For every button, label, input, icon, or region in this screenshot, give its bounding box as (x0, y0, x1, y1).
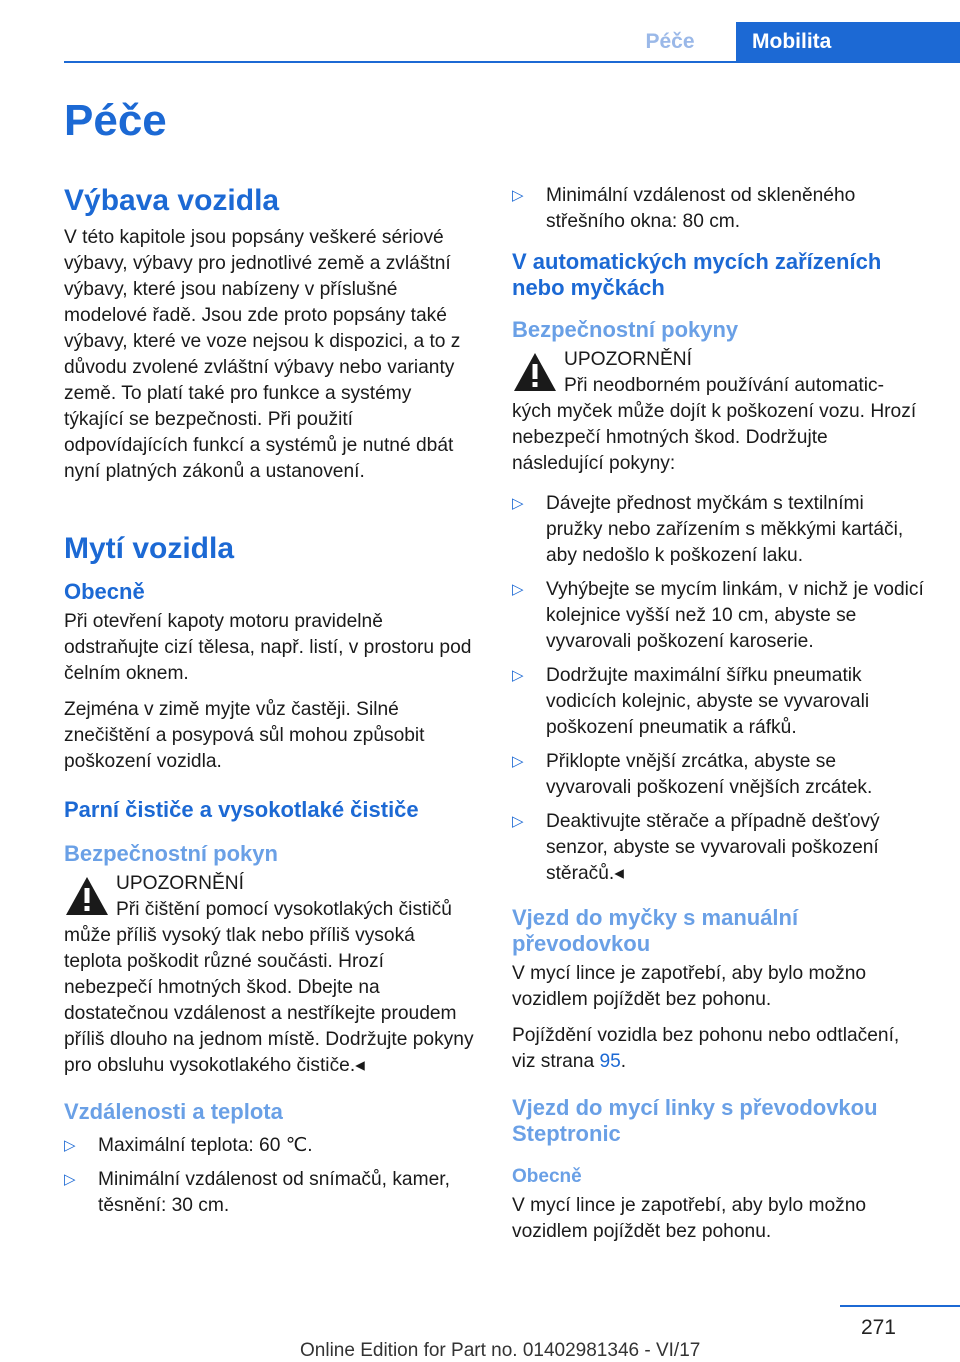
paragraph-obecne-2: Zejména v zimě myjte vůz častěji. Silné znečištění a posypová sůl mohou způsobit poškození vozidla. (64, 699, 425, 772)
header-divider (64, 61, 960, 63)
triangle-right-icon: ▷ (64, 1137, 76, 1154)
page-link-95[interactable]: 95 (599, 1051, 621, 1072)
heading-obecne: Obecně (64, 579, 145, 604)
warning-title: UPOZORNĚNÍ (564, 349, 692, 370)
warning-triangle-icon (512, 351, 558, 393)
paragraph-manualni-2: Pojíždění vozidla bez pohonu nebo odtlačení, viz strana 95. (512, 1025, 900, 1072)
warning-first-line: Při čištění pomocí vysokotlakých čističů (116, 899, 452, 920)
triangle-right-icon: ▷ (512, 813, 524, 830)
footer-divider (840, 1305, 960, 1307)
tab-pece[interactable]: Péče (645, 30, 695, 53)
triangle-right-icon: ▷ (512, 581, 524, 598)
triangle-right-icon: ▷ (512, 667, 524, 684)
page-title: Péče (64, 96, 167, 145)
heading-steptronic: Vjezd do mycí linky s převodovkou Steptronic (512, 1095, 878, 1146)
heading-vzdalenosti: Vzdálenosti a teplota (64, 1099, 283, 1124)
heading-bezpecnostni-pokyn: Bezpečnostní pokyn (64, 841, 278, 866)
list-item: ▷ Přiklopte vnější zrcátka, abyste se vyvarovali poškození vnějších zrcátek. (512, 751, 873, 798)
warning-title: UPOZORNĚNÍ (116, 873, 244, 894)
triangle-right-icon: ▷ (512, 753, 524, 770)
triangle-right-icon: ▷ (64, 1171, 76, 1188)
list-item: ▷ Minimální vzdálenost od snímačů, kamer, těsnění: 30 cm. (64, 1169, 450, 1216)
header-bar (0, 0, 960, 62)
paragraph-obecne-1: Při otevření kapoty motoru pravidelně odstraňujte cizí tělesa, např. listí, v prostoru pod čelním oknem. (64, 611, 472, 684)
warning-block (512, 347, 924, 477)
right-column (512, 183, 924, 1255)
warning-text: může příliš vysoký tlak nebo příliš vysoká teplota poškodit různé součásti. Hrozí nebezpečí hmotných škod. Dbejte na dostatečnou vzdálenost a nestříkejte proudem příliš dlouho na jednom místě. Dodržujte pokyny pro obsluhu vysokotlakého čističe.◂ (64, 925, 474, 1076)
paragraph-steptronic: V mycí lince je zapotřebí, aby bylo možno vozidlem pojíždět bez pohonu. (512, 1195, 867, 1242)
list-vzdalenosti (64, 1133, 476, 1219)
warning-first-line: Při neodborném používání automatic- (564, 375, 884, 396)
paragraph-manualni-1: V mycí lince je zapotřebí, aby bylo možno vozidlem pojíždět bez pohonu. (512, 963, 867, 1010)
triangle-right-icon: ▷ (512, 495, 524, 512)
list-item: ▷ Maximální teplota: 60 ℃. (64, 1133, 476, 1159)
heading-vybava: Výbava vozidla (64, 184, 280, 217)
heading-manualni: Vjezd do myčky s manuální převodovkou (512, 905, 799, 956)
heading-parni: Parní čističe a vysokotlaké čističe (64, 797, 419, 822)
footer-edition: Online Edition for Part no. 01402981346 - VI/17 (300, 1340, 701, 1361)
left-column (64, 183, 476, 1229)
tab-mobilita[interactable]: Mobilita (736, 22, 960, 62)
list-top (512, 183, 924, 235)
list-item: ▷ Vyhýbejte se mycím linkám, v nichž je vodicí kolejnice vyšší než 10 cm, abyste se vyvarovali poškození karoserie. (512, 579, 924, 652)
warning-block (64, 871, 476, 1079)
warning-text: kých myček může dojít k poškození vozu. Hrozí nebezpečí hmotných škod. Dodržujte následující pokyny: (512, 401, 917, 474)
list-item: ▷ Deaktivujte stěrače a případně dešťový senzor, abyste se vyvarovali poškození stěračů.◂ (512, 811, 880, 884)
list-item: ▷ Dodržujte maximální šířku pneumatik vodicích kolejnic, abyste se vyvarovali poškození pneumatik a ráfků. (512, 665, 870, 738)
list-item: ▷ Minimální vzdálenost od skleněného střešního okna: 80 cm. (512, 185, 856, 232)
page-number: 271 (860, 1316, 896, 1339)
paragraph-vybava: V této kapitole jsou popsány veškeré sériové výbavy, výbavy pro jednotlivé země a zvláštní výbavy, které jsou nabízeny v příslušné modelové řadě. Jsou zde proto popsány také výbavy, které ve voze nejsou k dispozici, a to z důvodu zvolené zvláštní výbavy nebo varianty země. To platí také pro funkce a systémy týkající se bezpečnosti. Při použití odpovídajících funkcí a systémů je nutné dbát nyní platných zákonů a ustanovení. (64, 227, 461, 482)
heading-automaticke: V automatických mycích zařízeních nebo myčkách (512, 249, 882, 300)
heading-bezpecnostni-pokyny: Bezpečnostní pokyny (512, 317, 739, 342)
heading-myti: Mytí vozidla (64, 532, 235, 565)
warning-triangle-icon (64, 875, 110, 917)
heading-obecne-step: Obecně (512, 1166, 582, 1187)
triangle-right-icon: ▷ (512, 187, 524, 204)
list-item: ▷ Dávejte přednost myčkám s textilními pružky nebo zařízením s měkkými kartáči, aby nedošlo k poškození laku. (512, 493, 904, 566)
list-automaticke (512, 491, 924, 887)
